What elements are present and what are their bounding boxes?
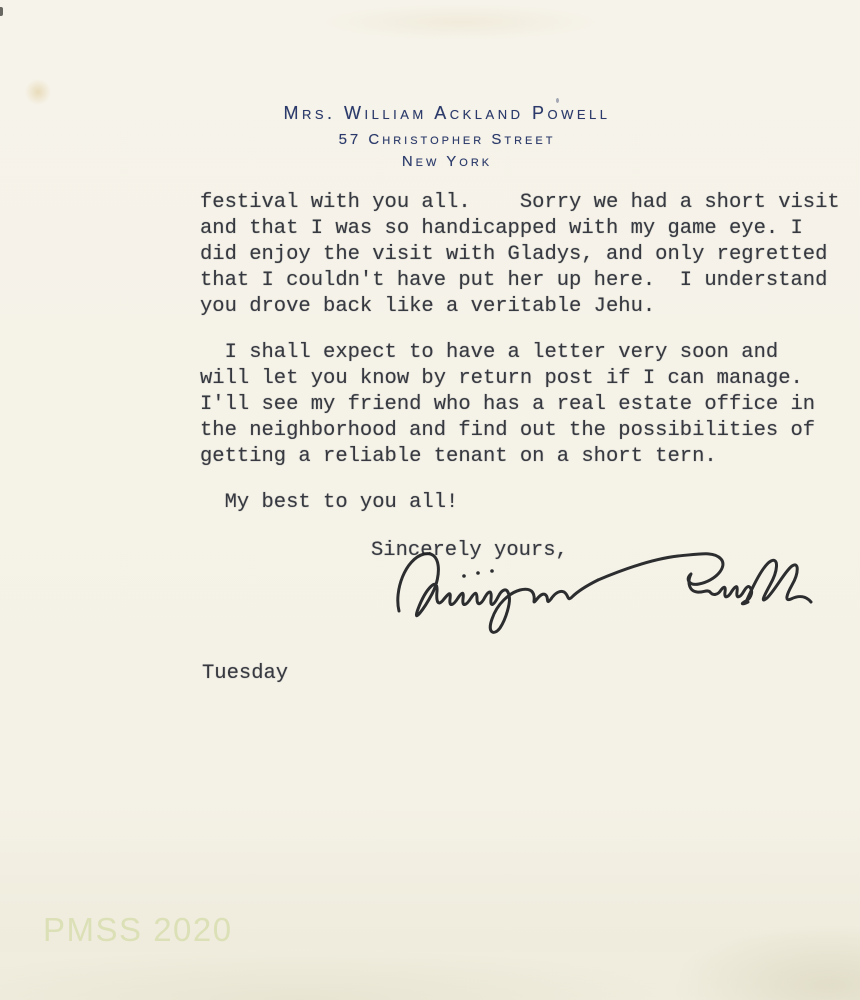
body-line: you drove back like a veritable Jehu. [200,295,656,318]
body-line: getting a reliable tenant on a short tern. [200,445,717,468]
paragraph-1 [200,190,860,320]
paragraph-2 [200,340,860,470]
signature-stroke-capital-p [598,554,723,592]
body-line: the neighborhood and find out the possibilities of [200,419,816,442]
letterhead-name: Mrs. William Ackland Powell [283,103,611,123]
closing-line: Sincerely yours, [371,539,568,562]
signature-stroke-last-name [710,560,811,604]
body-line: that I couldn't have put her up here. I understand [200,269,828,292]
body-line: festival with you all. Sorry we had a short visit [200,191,840,214]
signature-i-dot [462,574,466,578]
body-line: did enjoy the visit with Gladys, and only regretted [200,243,828,266]
body-line: I shall expect to have a letter very soon and [200,341,779,364]
scan-edge-mark [0,7,3,16]
date-line: Tuesday [202,662,289,685]
signature-winifred-powell [392,549,816,637]
paragraph-3 [200,490,860,516]
letterhead-city: New York [401,153,493,170]
watermark-pmss: PMSS 2020 [43,911,233,948]
signature-i-dot [476,571,480,575]
letterhead [17,103,860,170]
body-line: will let you know by return post if I can manage. [200,367,803,390]
body-line: and that I was so handicapped with my game eye. I [200,217,803,240]
signature-i-dot [490,569,494,573]
body-line: I'll see my friend who has a real estate office in [200,393,816,416]
body-line: My best to you all! [200,491,459,514]
signature-stroke-first-name [398,554,598,633]
letter-body [200,190,860,516]
letterhead-address: 57 Christopher Street [338,131,556,148]
